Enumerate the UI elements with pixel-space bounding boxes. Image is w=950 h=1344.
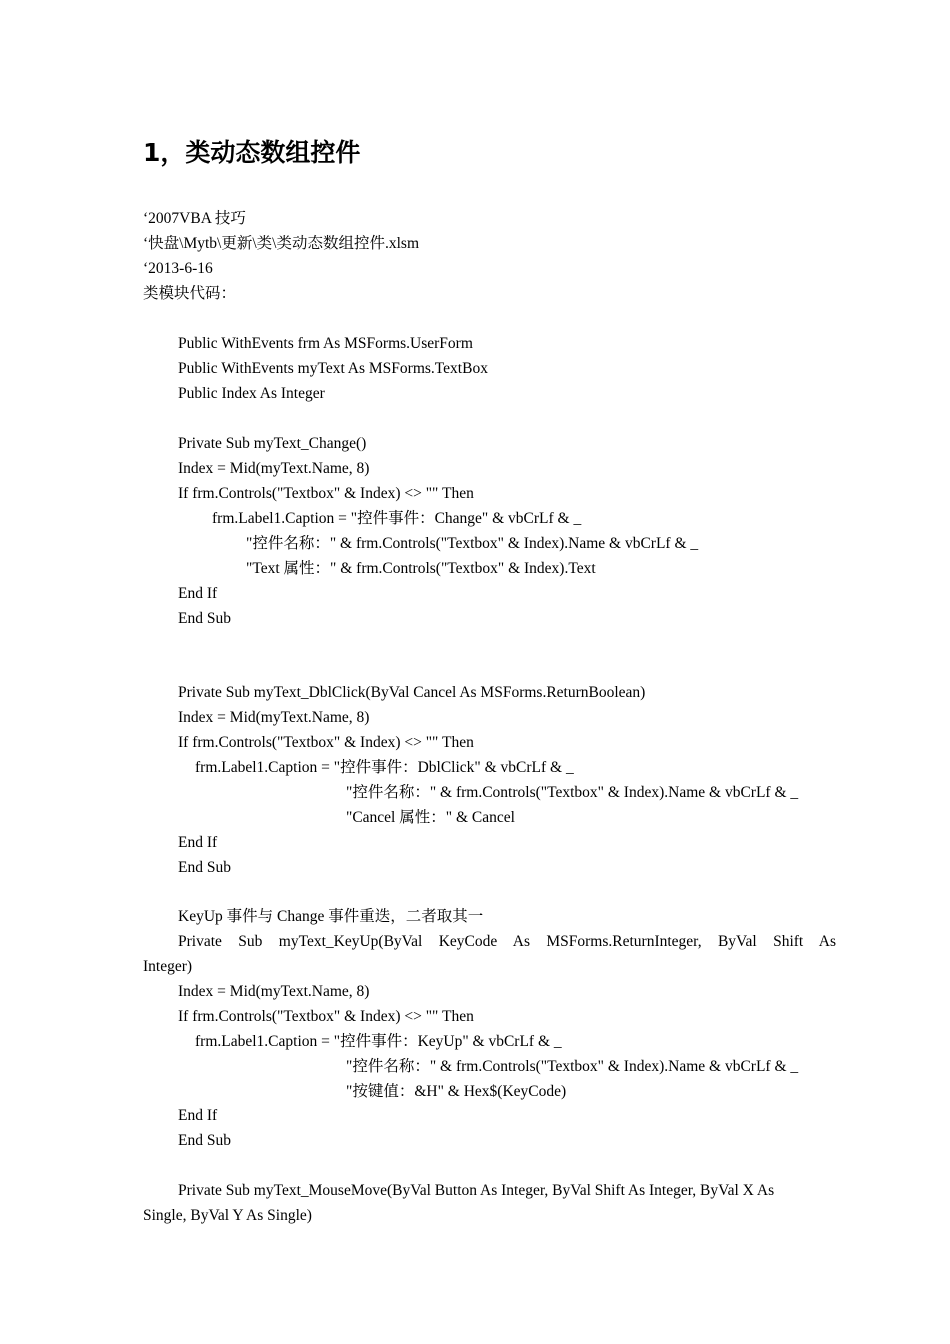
code-line: Index = Mid(myText.Name, 8) <box>178 460 370 477</box>
code-line-text: Private Sub myText_KeyUp(ByVal KeyCode As MSForms.ReturnInteger, ByVal Shift As <box>178 933 836 950</box>
page-title: 1，类动态数组控件 <box>143 138 361 167</box>
code-line: Private Sub myText_MouseMove(ByVal Button As Integer, ByVal Shift As Integer, ByVal X As <box>178 1182 775 1199</box>
code-line: "控件名称：" & frm.Controls("Textbox" & Index).Name & vbCrLf & _ <box>346 784 799 801</box>
code-line: End If <box>178 1107 218 1124</box>
code-line: If frm.Controls("Textbox" & Index) <> "" Then <box>178 1008 474 1025</box>
code-line: If frm.Controls("Textbox" & Index) <> "" Then <box>178 734 474 751</box>
code-line: Index = Mid(myText.Name, 8) <box>178 983 370 1000</box>
code-line: "按键值：&H" & Hex$(KeyCode) <box>346 1083 567 1100</box>
code-line: Public Index As Integer <box>178 385 325 402</box>
code-line: frm.Label1.Caption = "控件事件：KeyUp" & vbCrLf & _ <box>195 1033 562 1050</box>
code-line: "Cancel 属性：" & Cancel <box>346 809 515 826</box>
code-line: If frm.Controls("Textbox" & Index) <> "" Then <box>178 485 474 502</box>
meta-line: ‘2007VBA 技巧 <box>143 210 246 227</box>
code-line: End If <box>178 834 218 851</box>
code-line: Public WithEvents frm As MSForms.UserForm <box>178 335 473 352</box>
code-line: End If <box>178 585 218 602</box>
code-line: End Sub <box>178 859 231 876</box>
code-line: frm.Label1.Caption = "控件事件：DblClick" & vbCrLf & _ <box>195 759 574 776</box>
code-line: "控件名称：" & frm.Controls("Textbox" & Index).Name & vbCrLf & _ <box>246 535 699 552</box>
meta-line: ‘快盘\Mytb\更新\类\类动态数组控件.xlsm <box>143 235 419 252</box>
code-line: End Sub <box>178 610 231 627</box>
code-line: "Text 属性：" & frm.Controls("Textbox" & Index).Text <box>246 560 596 577</box>
meta-line: 类模块代码： <box>143 285 237 302</box>
code-line: "控件名称：" & frm.Controls("Textbox" & Index).Name & vbCrLf & _ <box>346 1058 799 1075</box>
code-line: End Sub <box>178 1132 231 1149</box>
code-line: frm.Label1.Caption = "控件事件：Change" & vbCrLf & _ <box>212 510 582 527</box>
code-line: Integer) <box>143 958 193 975</box>
code-line: Public WithEvents myText As MSForms.TextBox <box>178 360 488 377</box>
code-line: Private Sub myText_Change() <box>178 435 367 452</box>
code-line: Single, ByVal Y As Single) <box>143 1207 312 1224</box>
code-line: Private Sub myText_DblClick(ByVal Cancel As MSForms.ReturnBoolean) <box>178 684 646 701</box>
code-line <box>178 932 836 952</box>
code-line: Index = Mid(myText.Name, 8) <box>178 709 370 726</box>
meta-line: ‘2013-6-16 <box>143 260 213 277</box>
comment-line: KeyUp 事件与 Change 事件重迭，二者取其一 <box>178 908 484 925</box>
